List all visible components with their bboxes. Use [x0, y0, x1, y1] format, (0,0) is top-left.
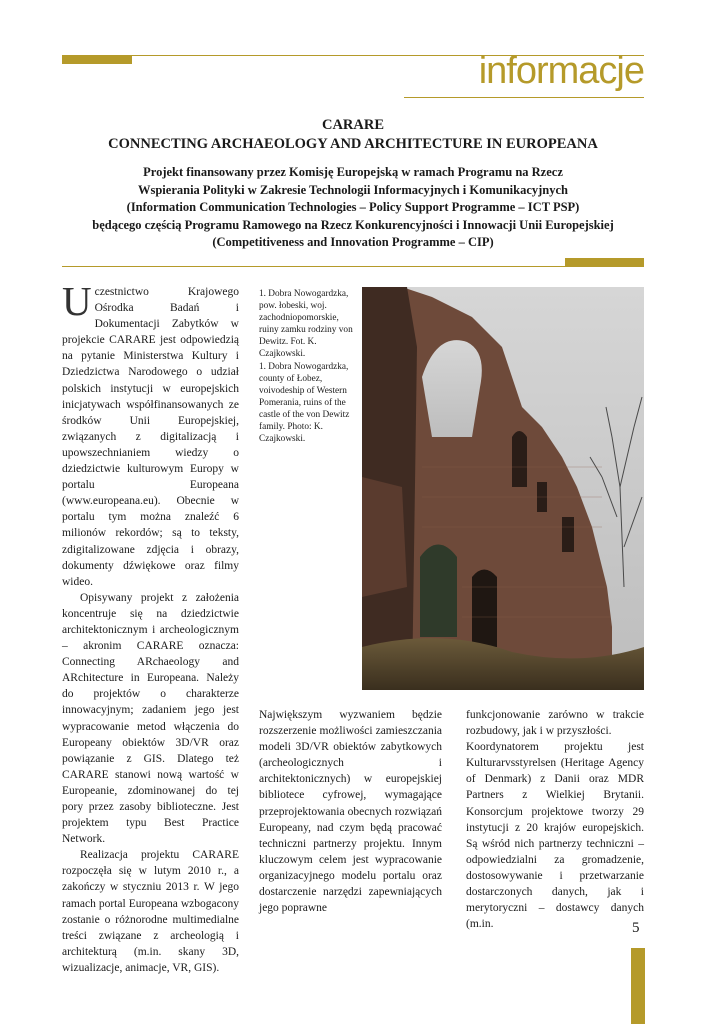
article-title [62, 116, 644, 154]
paragraph: Realizacja projektu CARARE rozpoczęła się w lutym 2010 r., a zakończy w styczniu 2013 r. W jego ramach portal Europeana wzbogacony zostanie o różnorodne multimedialne treści związane z archeologią i architekturą (m.in. skany 3D, wizualizacje, animacje, VR, GIS). [62, 849, 239, 974]
article-title-line-1: CARARE [321, 117, 385, 133]
subtitle-line: Wspierania Polityki w Zakresie Technologii Informacyjnych i Komunikacyjnych [137, 182, 568, 197]
subtitle-line: Projekt finansowany przez Komisję Europejską w ramach Programu na Rzecz [143, 165, 563, 179]
subtitle-line: będącego częścią Programu Ramowego na Rzecz Konkurencyjności i Innowacji Unii Europejskiej [92, 217, 614, 232]
drop-cap: U [62, 278, 92, 324]
article-title-line-2: CONNECTING ARCHAEOLOGY AND ARCHITECTURE IN EUROPEANA [108, 136, 598, 152]
middle-rule [62, 266, 644, 267]
castle-ruins-photo [362, 287, 644, 690]
body-column-2 [259, 707, 442, 916]
bottom-accent-bar [631, 948, 645, 1024]
paragraph: Opisywany projekt z założenia koncentruje się na dziedzictwie architektonicznym i archeologicznym – akronim CARARE oznacza: Connecting ARchaeology and ARchitecture in Europeana. Należy do projektów o charakterze innowacyjnym; zadaniem jego jest wypracowanie metod włączenia do Europeany obiektów 3D/VR oraz powiązanie z GIS. Dlatego też CARARE stanowi nową wartość w Europeanie, zdominowanej do tej pory przez zasoby biblioteczne. Jest projektem typu Best Practice Network. [62, 591, 239, 846]
caption-polish: 1. Dobra Nowogardzka, pow. łobeski, woj. zachodniopomorskie, ruiny zamku rodziny von Dewitz. Fot. K. Czajkowski. [259, 289, 353, 360]
page-number: 5 [632, 920, 640, 936]
section-title-underline [404, 97, 644, 98]
article-subtitle [62, 164, 644, 252]
paragraph: funkcjonowanie zarówno w trakcie rozbudowy, jak i w przyszłości. [466, 709, 644, 738]
subtitle-line: (Competitiveness and Innovation Programme – CIP) [212, 235, 494, 249]
middle-accent-bar [565, 258, 644, 267]
top-accent-bar [62, 55, 132, 64]
caption-english: 1. Dobra Nowogardzka, county of Łobez, voivodeship of Western Pomerania, ruins of the castle of the von Dewitz family. Photo: K. Czajkowski. [259, 361, 350, 445]
paragraph-text: czestnictwo Krajowego Ośrodka Badań i Dokumentacji Zabytków w projekcie CARARE jest odpowiedzią na pytanie Ministerstwa Kultury i Dziedzictwa Narodowego o udział polskich instytucji w europejskich inicjatywach współfinansowanych ze środków Unii Europejskiej, związanych z digitalizacją i upowszechnianiem wiedzy o dziedzictwie kulturowym Europy w portalu Europeana (www.europeana.eu). Obecnie w portalu tym można znaleźć 6 milionów rekordów; są to teksty, zdigitalizowane zdjęcia i obrazy, dokumenty dźwiękowe oraz filmy wideo. [62, 286, 239, 588]
section-title: informacje [478, 50, 644, 92]
paragraph: Największym wyzwaniem będzie rozszerzenie możliwości zamieszczania modeli 3D/VR obiektów zabytkowych (archeologicznych i architektonicznych) w europejskiej bibliotece cyfrowej, wymagające przeprojektowania obecnych rozwiązań Europeany, nad czym będą pracować techniczni partnerzy projektu. Innym kluczowym celem jest wypracowanie organizacyjnego modelu portalu oraz dostarczenie narzędzi zapewniających jego poprawne [259, 709, 442, 915]
subtitle-line: (Information Communication Technologies – Policy Support Programme – ICT PSP) [126, 200, 580, 214]
body-column-1 [62, 278, 239, 976]
body-column-3 [466, 707, 644, 932]
paragraph: Koordynatorem projektu jest Kulturarvsstyrelsen (Heritage Agency of Denmark) z Danii oraz MDR Partners z Wielkiej Brytanii. Konsorcjum projektowe tworzy 29 instytucji z 20 krajów europejskich. Są wśród nich partnerzy techniczni – odpowiedzialni za gromadzenie, dostosowywanie i przetwarzanie dostarczonych danych, jak i merytoryczni – dostawcy danych (m.in. [466, 741, 644, 931]
paragraph [62, 278, 239, 590]
photo-caption [259, 288, 355, 445]
